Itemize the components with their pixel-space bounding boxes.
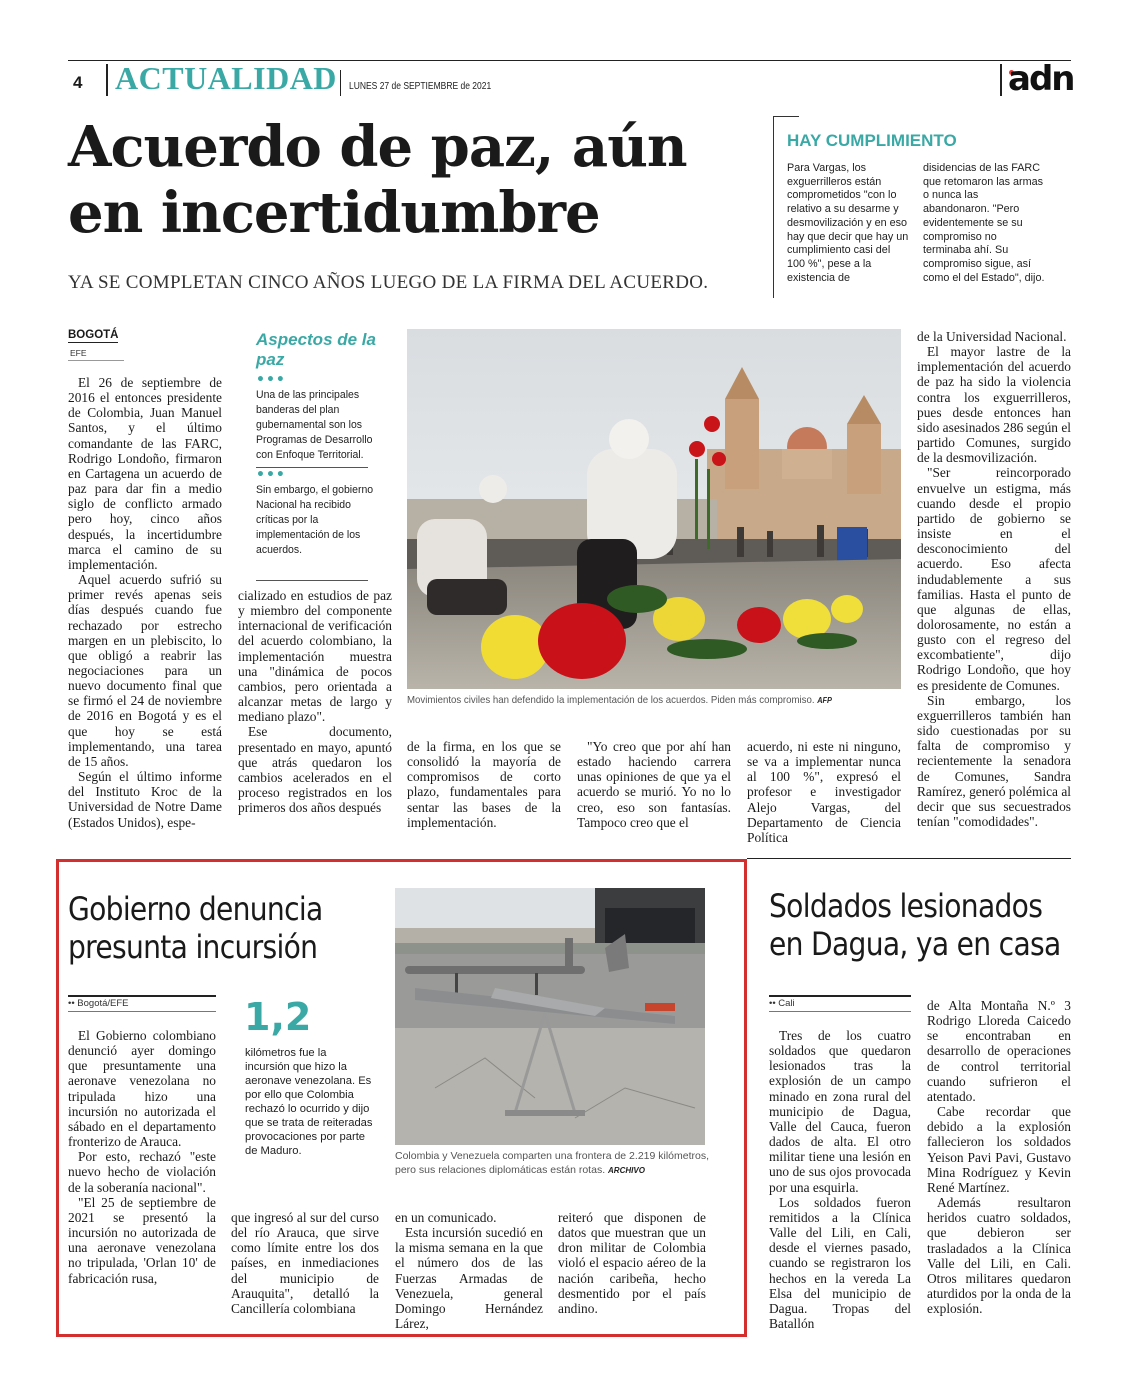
paragraph: Sin embargo, los exguerrilleros también han sido cuestionadas por su falta de compromiso y recientemente la senadora de Comunes, Sandra Ramírez, generó polémica al decir que sus secuestrados tenían "comodidades". xyxy=(917,692,1071,829)
sidebox-title: HAY CUMPLIMIENTO xyxy=(787,131,957,150)
paragraph: Tres de los cuatro soldados que quedaron lesionados tras la explosión de un campo minado en zona rural del municipio de Dagua, Valle del Cauca, fueron dados de alta. El otro militar tiene una lesión en uno de sus ojos provocada por una esquirla. xyxy=(769,1028,911,1195)
headline-line-1: Acuerdo de paz, aún xyxy=(68,114,687,180)
paragraph: Aquel acuerdo sufrió su primer revés apenas seis días después cuando fue rechazado por estrecho margen en un plebiscito, lo que obligó a reabrir las negociaciones para un nuevo documento final que se firmó el 24 de noviembre de 2016 en Bogotá y es el que hoy se está implementando, una tarea de 15 años. xyxy=(68,572,222,769)
article3-col-1 xyxy=(769,1028,911,1331)
main-article-col-4 xyxy=(577,739,731,837)
photo-credit: ARCHIVO xyxy=(608,1166,645,1175)
article2-dateline: •• Bogotá/EFE xyxy=(68,998,129,1009)
paragraph: El mayor lastre de la implementación del acuerdo de paz ha sido la violencia contra los exguerrilleros, pues desde entonces han sido asesinados 286 según el partido Comunes, surgido de la desmovilización. xyxy=(917,344,1071,466)
article2-col-2 xyxy=(231,1210,379,1320)
date-divider xyxy=(340,70,341,96)
agency-rule xyxy=(68,360,124,361)
paragraph: Cabe recordar que debido a la explosión fallecieron los soldados Yeison Pavi Pavi, Gustavo Mina Rodríguez y Kevin René Martínez. xyxy=(927,1104,1071,1195)
main-article-col-5 xyxy=(747,739,901,845)
peace-rally-photo xyxy=(407,329,901,689)
dateline: BOGOTÁ xyxy=(68,329,119,341)
paragraph: "Ser reincorporado envuelve un estigma, más cuando desde el propio partido de gobierno se insiste en el desconocimiento del acuerdo. Eso afecta indudablemente a sus familias. Hasta el punto de que algunas de ellas, dolorosamente, no están a gusto con el regreso del excombatiente", dijo Rodrigo Londoño, que hoy es presidente de Comunes. xyxy=(917,465,1071,693)
photo-caption xyxy=(395,1149,715,1178)
paragraph: Ese documento, presentado en mayo, apuntó que atrás quedaron los cambios acelerados en el proceso registrados en los primeros dos años después xyxy=(238,724,392,816)
paragraph: El Gobierno colombiano denunció ayer domingo que presuntamente una aeronave venezolana no tripulada hizo una incursión no autorizada el sábado en el departamento fronterizo de Arauca. xyxy=(68,1028,216,1150)
photo-credit: AFP xyxy=(817,696,832,705)
paragraph: acuerdo, ni este ni ninguno, se va a implementar nunca al 100 %", expresó el profesor e investigador Alejo Vargas, del Departamento de Ciencia Política xyxy=(747,739,901,845)
paragraph: de la Universidad Nacional. xyxy=(917,329,1067,344)
stat-number: 1,2 xyxy=(244,995,312,1039)
sidebox-col-2: disidencias de las FARC que retomaron las armas o nunca las abandonaron. "Pero evidentemente se su compromiso no terminaba ahí. Su compromiso sigue, así como el del Estado", dijo. xyxy=(923,162,1045,284)
caption-text: Colombia y Venezuela comparten una frontera de 2.219 kilómetros, pero sus relaciones diplomáticas están rotas. xyxy=(395,1150,710,1176)
subheadline: YA SE COMPLETAN CINCO AÑOS LUEGO DE LA FIRMA DEL ACUERDO. xyxy=(68,272,709,293)
aspect-item-1: Una de las principales banderas del plan gubernamental son los Programas de Desarrollo con Enfoque Territorial. xyxy=(256,389,373,461)
paragraph: reiteró que disponen de datos que muestran que un dron militar de Colombia violó el espacio aéreo de la nación caribeña, hecho desmentido por el país andino. xyxy=(558,1210,706,1316)
paragraph: de Alta Montaña N.º 3 Rodrigo Lloreda Caicedo se encontraban en desarrollo de operaciones de control territorial cuando sufrieron el atentado. xyxy=(927,998,1071,1104)
sidebox-col-1: Para Vargas, los exguerrilleros están comprometidos "con lo relativo a su desarme y desmovilización y en eso hay que decir que hay un cumplimiento casi del 100 %", pese a la existencia de xyxy=(787,162,909,284)
dateline-text: Bogotá/EFE xyxy=(77,998,129,1009)
dateline-rule xyxy=(769,1011,911,1012)
headline-line-2: en incertidumbre xyxy=(68,180,600,246)
caption-text: Movimientos civiles han defendido la implementación de los acuerdos. Piden más compromiso. xyxy=(407,694,815,706)
paragraph: Por esto, rechazó "este nuevo hecho de violación de la soberanía nacional". xyxy=(68,1149,216,1195)
paragraph: El 26 de septiembre de 2016 el entonces presidente de Colombia, Juan Manuel Santos, y el último comandante de las FARC, Rodrigo Londoño, firmaron en Cartagena un acuerdo de paz para dar fin a medio siglo de conflicto armado pero hoy, cinco años después, la incertidumbre marca el camino de su implementación. xyxy=(68,375,222,572)
section-divider-rule xyxy=(747,858,1071,859)
aspect-divider xyxy=(256,580,368,581)
paragraph: Según el último informe del Instituto Kroc de la Universidad de Notre Dame (Estados Unidos), espe- xyxy=(68,769,222,830)
photo-caption xyxy=(407,694,832,706)
main-article-col-1 xyxy=(68,375,222,837)
dateline-rule xyxy=(769,995,911,997)
main-article-col-6 xyxy=(917,329,1071,837)
newspaper-logo: adn xyxy=(1008,59,1074,99)
main-article-col-2 xyxy=(238,588,392,836)
main-headline xyxy=(68,114,758,246)
logo-divider xyxy=(1000,64,1002,96)
issue-date: LUNES 27 de SEPTIEMBRE de 2021 xyxy=(349,81,492,92)
dateline-rule xyxy=(68,1011,216,1012)
paragraph: que ingresó al sur del curso del río Arauca, que sirve como límite entre los dos países, en inmediaciones del municipio de Arauquita", detalló la Cancillería colombiana xyxy=(231,1210,379,1316)
bullet-dots-icon: ••• xyxy=(256,372,286,388)
aspect-item-2: Sin embargo, el gobierno Nacional ha recibido críticas por la implementación de los acuerdos. xyxy=(256,484,374,556)
paragraph: de la firma, en los que se consolidó la mayoría de compromisos de corto plazo, fundamentales para sentar las bases de la implementación. xyxy=(407,739,561,830)
article2-col-3 xyxy=(395,1210,543,1332)
stat-description: kilómetros fue la incursión que hizo la aeronave venezolana. Es por ello que Colombia rechazó lo ocurrido y dijo que se trata de reiteradas provocaciones por parte de Maduro. xyxy=(245,1047,373,1157)
paragraph: cializado en estudios de paz y miembro del componente internacional de verificación del acuerdo colombiano, la implementación muestra una "dinámica de pocos cambios, pero orientada a alcanzar metas de largo y mediano plazo". xyxy=(238,588,392,725)
paragraph: "Yo creo que por ahí han estado haciendo carrera unas opiniones de que ya el acuerdo se murió. Yo no lo creo, eso son fantasías. Tampoco creo que el xyxy=(577,739,731,830)
sidebox-border-top xyxy=(773,116,799,117)
article3-col-2 xyxy=(927,998,1071,1320)
aspects-title: Aspectos de la paz xyxy=(256,330,376,369)
dateline-rule xyxy=(68,995,216,997)
bullet-dots-icon: ••• xyxy=(256,467,286,483)
article3-title: Soldados lesionados en Dagua, ya en casa xyxy=(769,887,1061,963)
paragraph: Los soldados fueron remitidos a la Clínica Valle del Lili, en Cali, desde el viernes pasado, cuando se registraron los hechos en la vereda La Elsa del municipio de Dagua. Tropas del Batallón xyxy=(769,1194,911,1331)
section-divider xyxy=(106,64,108,96)
sidebox-border xyxy=(773,116,774,298)
article3-dateline: •• Cali xyxy=(769,998,795,1009)
main-article-col-3 xyxy=(407,739,561,837)
article2-title: Gobierno denuncia presunta incursión xyxy=(68,890,323,966)
dateline-text: Cali xyxy=(778,998,795,1009)
page-number: 4 xyxy=(73,73,83,92)
article2-col-1 xyxy=(68,1028,216,1320)
paragraph: en un comunicado. xyxy=(395,1210,497,1225)
paragraph: Esta incursión sucedió en la misma semana en la que el número dos de las Fuerzas Armadas de Venezuela, general Domingo Hernández Lárez, xyxy=(395,1225,543,1332)
paragraph: Además resultaron heridos cuatro soldados, que debieron ser trasladados a la Clínica Valle del Lili, en Cali. Otros militares quedaron aturdidos por la onda de la explosión. xyxy=(927,1195,1071,1317)
news-agency: EFE xyxy=(70,348,87,358)
article2-col-4 xyxy=(558,1210,706,1320)
paragraph: "El 25 de septiembre de 2021 se presentó la incursión no autorizada de una aeronave venezolana no tripulada, 'Orlan 10' de fabricación rusa, xyxy=(68,1194,216,1286)
drone-photo xyxy=(395,888,705,1145)
section-name: ACTUALIDAD xyxy=(115,60,337,96)
